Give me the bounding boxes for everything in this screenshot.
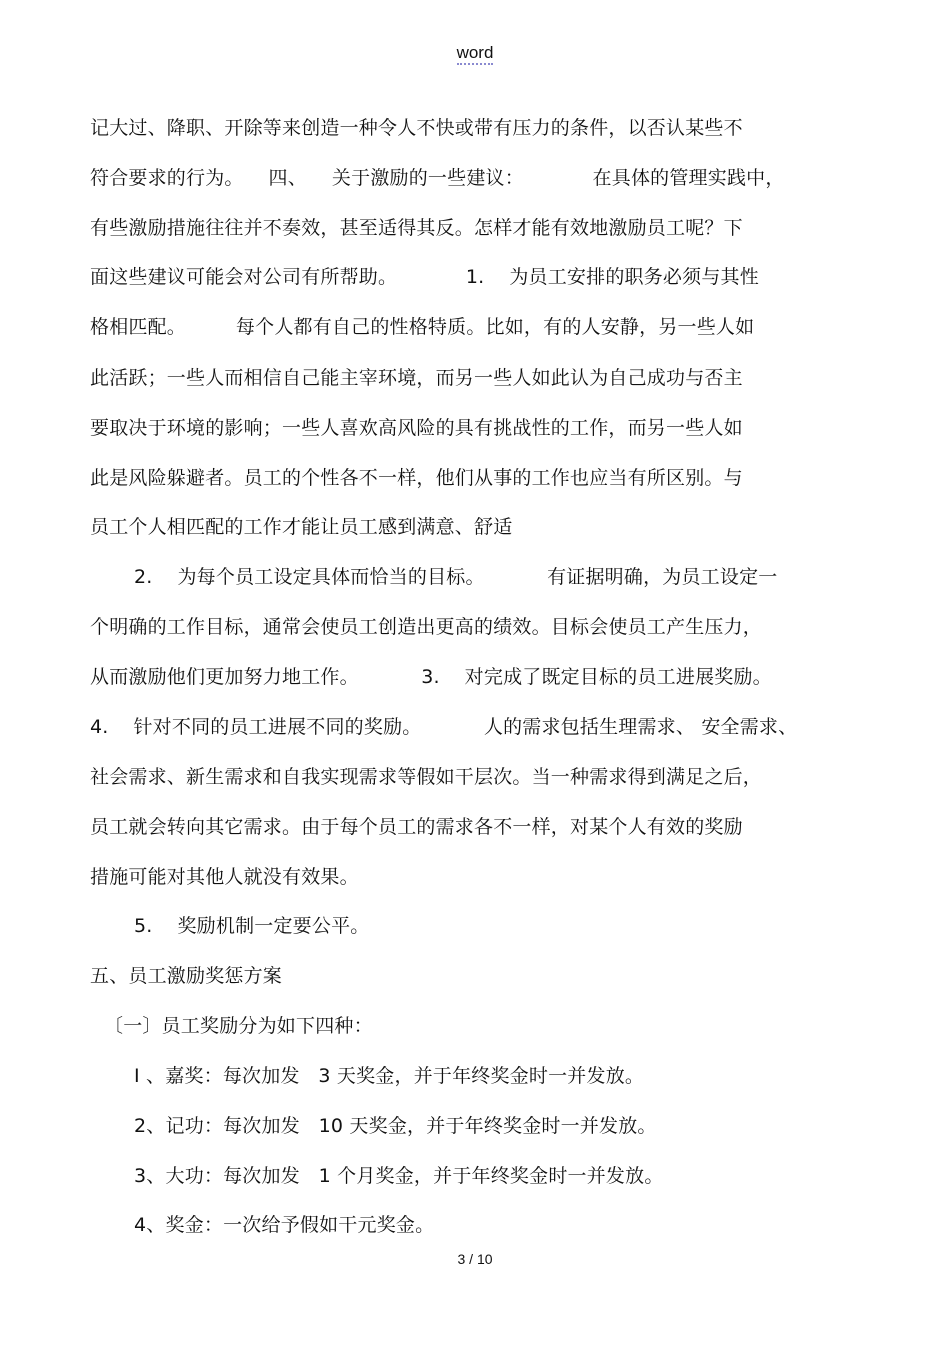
text-line: 措施可能对其他人就没有效果。 [90,866,359,888]
text-line: 要取决于环境的影响；一些人喜欢高风险的具有挑战性的工作，而另一些人如 [90,417,743,439]
text-line: 有些激励措施往往并不奏效，甚至适得其反。怎样才能有效地激励员工呢？下 [90,217,743,239]
text-line: 记大过、降职、开除等来创造一种令人不快或带有压力的条件，以否认某些不 [90,117,743,139]
page-header [0,43,950,63]
header-title: word [457,43,494,65]
text-line: 此是风险躲避者。员工的个性各不一样，他们从事的工作也应当有所区别。与 [90,467,743,489]
text-line: 符合要求的行为。 四、 关于激励的一些建议： 在具体的管理实践中， [90,167,785,189]
page-number: 3 / 10 [457,1251,493,1267]
text-line: 个明确的工作目标，通常会使员工创造出更高的绩效。目标会使员工产生压力， [90,616,763,638]
list-item: 2、记功：每次加发 10 天奖金，并于年终奖金时一并发放。 [134,1115,657,1137]
list-item: 4、奖金：一次给予假如干元奖金。 [134,1214,435,1236]
subsection-heading: 〔一〕员工奖励分为如下四种： [104,1015,373,1037]
section-heading: 五、员工激励奖惩方案 [90,965,283,987]
text-line: 面这些建议可能会对公司有所帮助。 1. 为员工安排的职务必须与其性 [90,266,759,288]
text-line: 4. 针对不同的员工进展不同的奖励。 人的需求包括生理需求、 安全需求、 [90,716,798,738]
text-line: 从而激励他们更加努力地工作。 3. 对完成了既定目标的员工进展奖励。 [90,666,772,688]
text-line: 员工个人相匹配的工作才能让员工感到满意、舒适 [90,516,513,538]
text-line: 此活跃；一些人而相信自己能主宰环境，而另一些人如此认为自己成功与否主 [90,367,743,389]
text-line: 社会需求、新生需求和自我实现需求等假如干层次。当一种需求得到满足之后， [90,766,763,788]
text-line: 2. 为每个员工设定具体而恰当的目标。 有证据明确，为员工设定一 [134,566,778,588]
list-item: 3、大功：每次加发 1 个月奖金，并于年终奖金时一并发放。 [134,1165,664,1187]
list-item: I 、嘉奖：每次加发 3 天奖金，并于年终奖金时一并发放。 [134,1065,645,1087]
text-line: 格相匹配。 每个人都有自己的性格特质。比如，有的人安静，另一些人如 [90,316,755,338]
text-line: 员工就会转向其它需求。由于每个员工的需求各不一样，对某个人有效的奖励 [90,816,743,838]
text-line: 5. 奖励机制一定要公平。 [134,915,370,937]
